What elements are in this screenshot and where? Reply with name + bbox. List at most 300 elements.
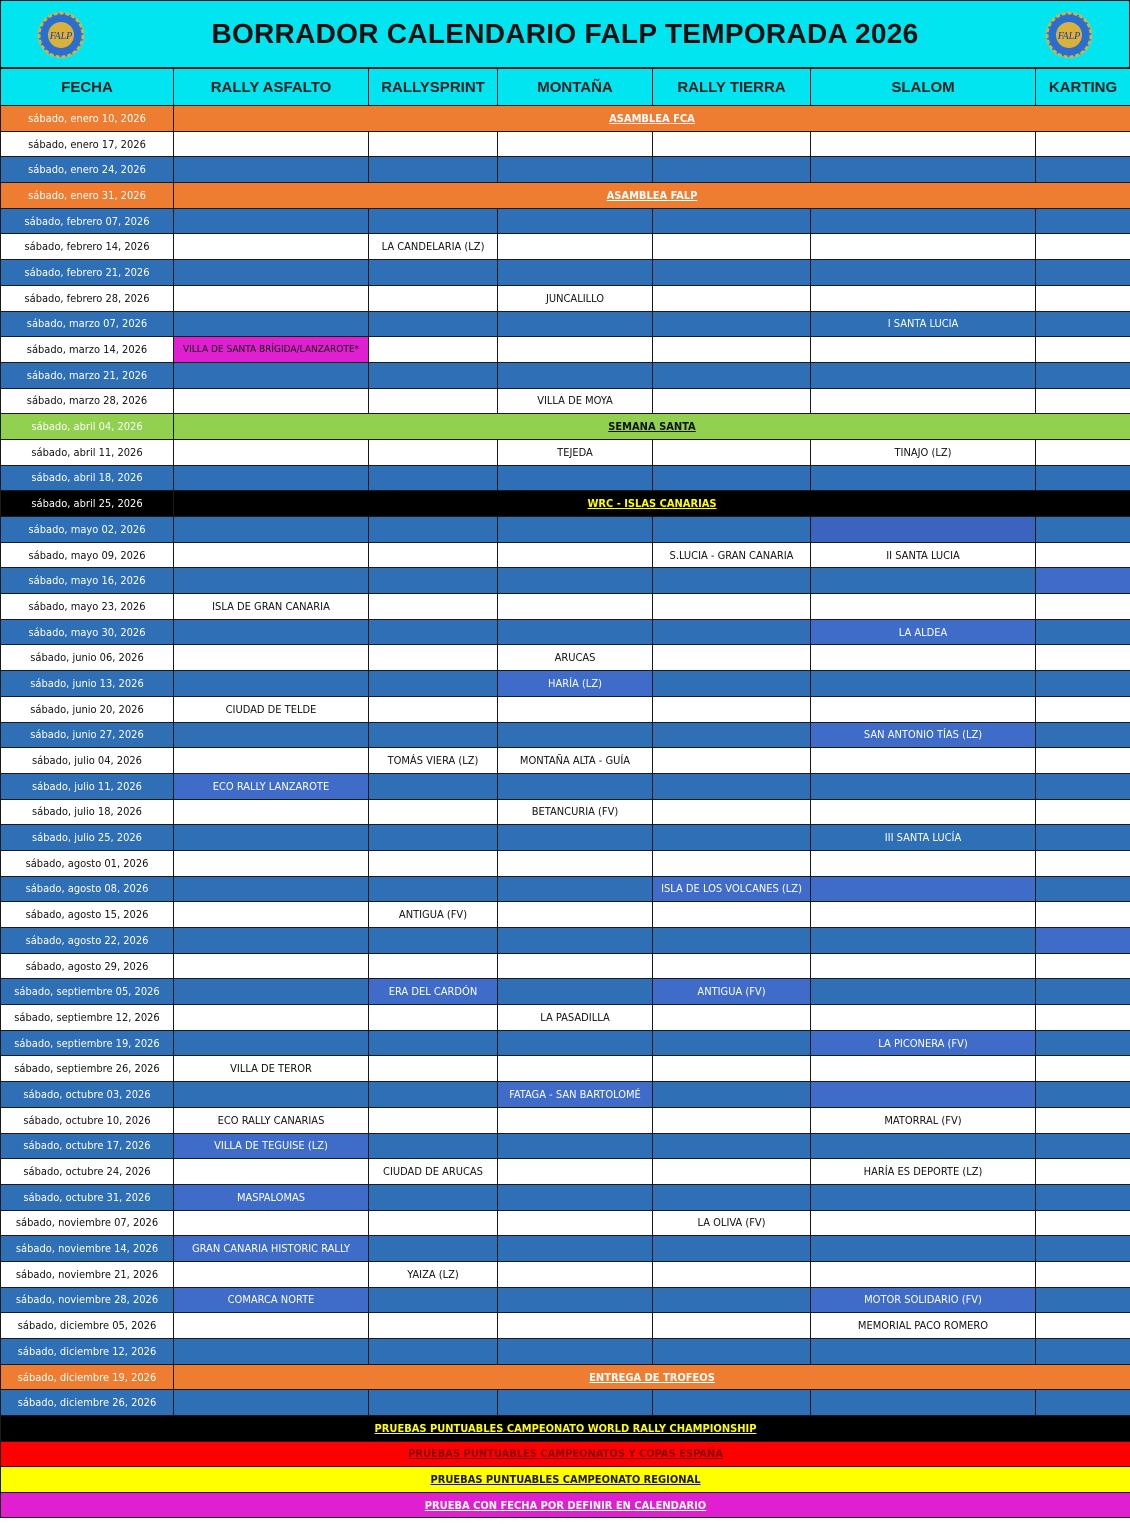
event-cell xyxy=(369,1056,498,1082)
calendar-row xyxy=(1,1236,1130,1262)
date-cell: sábado, enero 24, 2026 xyxy=(1,157,174,183)
event-cell xyxy=(811,1236,1036,1262)
calendar-row xyxy=(1,1364,1130,1390)
event-cell: CIUDAD DE ARUCAS xyxy=(369,1159,498,1185)
event-cell xyxy=(811,465,1036,491)
event-cell xyxy=(1036,1184,1130,1210)
calendar-row xyxy=(1,645,1130,671)
event-cell xyxy=(498,1339,653,1365)
date-cell: sábado, marzo 21, 2026 xyxy=(1,362,174,388)
event-cell xyxy=(1036,1005,1130,1031)
event-cell xyxy=(174,953,369,979)
event-cell xyxy=(653,1005,811,1031)
event-cell: VILLA DE TEGUISE (LZ) xyxy=(174,1133,369,1159)
event-cell xyxy=(498,1287,653,1313)
calendar-row xyxy=(1,1133,1130,1159)
event-cell xyxy=(1036,1261,1130,1287)
event-cell xyxy=(174,979,369,1005)
event-cell xyxy=(1036,1056,1130,1082)
event-cell xyxy=(174,568,369,594)
event-cell xyxy=(653,722,811,748)
event-cell xyxy=(498,825,653,851)
event-cell: BETANCURIA (FV) xyxy=(498,799,653,825)
event-cell xyxy=(1036,1313,1130,1339)
event-cell xyxy=(811,799,1036,825)
event-cell: TOMÁS VIERA (LZ) xyxy=(369,748,498,774)
event-cell: ANTIGUA (FV) xyxy=(653,979,811,1005)
event-cell xyxy=(653,362,811,388)
date-cell: sábado, abril 11, 2026 xyxy=(1,439,174,465)
event-cell xyxy=(653,1107,811,1133)
date-cell: sábado, noviembre 07, 2026 xyxy=(1,1210,174,1236)
event-cell xyxy=(498,1030,653,1056)
calendar-row xyxy=(1,1184,1130,1210)
event-banner: ASAMBLEA FCA xyxy=(174,106,1130,132)
legend-text: PRUEBAS PUNTUABLES CAMPEONATO WORLD RALLY CHAMPIONSHIP xyxy=(1,1416,1130,1442)
event-banner: SEMANA SANTA xyxy=(174,414,1130,440)
event-cell xyxy=(174,1005,369,1031)
event-cell xyxy=(653,1287,811,1313)
event-cell xyxy=(1036,1390,1130,1416)
event-cell xyxy=(498,1236,653,1262)
date-cell: sábado, julio 04, 2026 xyxy=(1,748,174,774)
event-cell xyxy=(498,619,653,645)
calendar-row xyxy=(1,439,1130,465)
event-cell xyxy=(174,825,369,851)
event-cell: FATAGA - SAN BARTOLOMÉ xyxy=(498,1082,653,1108)
page-header xyxy=(0,0,1130,68)
event-cell xyxy=(174,1390,369,1416)
event-cell xyxy=(1036,696,1130,722)
calendar-row xyxy=(1,183,1130,209)
calendar-row xyxy=(1,337,1130,363)
calendar-row xyxy=(1,1030,1130,1056)
legend-row xyxy=(1,1467,1130,1493)
event-cell xyxy=(174,722,369,748)
event-cell xyxy=(1036,157,1130,183)
event-cell xyxy=(1036,542,1130,568)
event-cell: MEMORIAL PACO ROMERO xyxy=(811,1313,1036,1339)
calendar-row xyxy=(1,594,1130,620)
event-cell xyxy=(1036,1339,1130,1365)
event-cell xyxy=(1036,902,1130,928)
event-cell xyxy=(653,619,811,645)
calendar-row xyxy=(1,285,1130,311)
event-cell xyxy=(498,311,653,337)
event-cell xyxy=(1036,465,1130,491)
event-cell xyxy=(1036,1287,1130,1313)
event-cell xyxy=(653,1236,811,1262)
event-cell xyxy=(369,260,498,286)
event-cell xyxy=(174,902,369,928)
date-cell: sábado, agosto 01, 2026 xyxy=(1,850,174,876)
calendar-body xyxy=(1,106,1130,1416)
event-cell xyxy=(498,1184,653,1210)
event-cell xyxy=(174,876,369,902)
event-cell xyxy=(369,594,498,620)
event-cell xyxy=(653,850,811,876)
calendar-row xyxy=(1,799,1130,825)
event-cell xyxy=(653,928,811,954)
event-cell: LA PICONERA (FV) xyxy=(811,1030,1036,1056)
event-cell xyxy=(369,285,498,311)
calendar-row xyxy=(1,1159,1130,1185)
calendar-row xyxy=(1,1339,1130,1365)
event-cell xyxy=(174,850,369,876)
event-cell xyxy=(174,234,369,260)
event-cell xyxy=(811,696,1036,722)
date-cell: sábado, junio 13, 2026 xyxy=(1,671,174,697)
event-cell xyxy=(369,928,498,954)
column-header-row xyxy=(1,69,1130,106)
event-cell: MONTAÑA ALTA - GUÍA xyxy=(498,748,653,774)
event-cell xyxy=(1036,722,1130,748)
event-cell xyxy=(1036,337,1130,363)
event-cell: ISLA DE GRAN CANARIA xyxy=(174,594,369,620)
date-cell: sábado, octubre 24, 2026 xyxy=(1,1159,174,1185)
calendar-row xyxy=(1,902,1130,928)
event-cell xyxy=(811,337,1036,363)
event-cell xyxy=(653,260,811,286)
event-cell xyxy=(498,696,653,722)
calendar-table xyxy=(0,68,1130,1518)
event-cell xyxy=(1036,208,1130,234)
event-cell xyxy=(811,285,1036,311)
event-cell xyxy=(369,311,498,337)
event-cell xyxy=(174,928,369,954)
event-cell xyxy=(653,439,811,465)
event-cell xyxy=(653,773,811,799)
event-cell xyxy=(174,465,369,491)
event-cell xyxy=(174,208,369,234)
event-cell xyxy=(498,979,653,1005)
event-cell xyxy=(653,208,811,234)
event-cell xyxy=(498,928,653,954)
legend-row xyxy=(1,1492,1130,1518)
event-cell xyxy=(653,568,811,594)
event-cell xyxy=(653,1390,811,1416)
event-cell xyxy=(1036,1082,1130,1108)
date-cell: sábado, julio 25, 2026 xyxy=(1,825,174,851)
calendar-row xyxy=(1,1107,1130,1133)
event-cell xyxy=(653,285,811,311)
event-cell: ECO RALLY CANARIAS xyxy=(174,1107,369,1133)
legend-row xyxy=(1,1416,1130,1442)
event-cell xyxy=(1036,1236,1130,1262)
event-cell xyxy=(653,671,811,697)
event-cell xyxy=(369,1339,498,1365)
event-cell xyxy=(498,208,653,234)
calendar-row xyxy=(1,748,1130,774)
date-cell: sábado, febrero 21, 2026 xyxy=(1,260,174,286)
calendar-row xyxy=(1,979,1130,1005)
event-cell: ERA DEL CARDÓN xyxy=(369,979,498,1005)
event-cell xyxy=(369,876,498,902)
event-cell xyxy=(653,953,811,979)
calendar-row xyxy=(1,465,1130,491)
date-cell: sábado, noviembre 28, 2026 xyxy=(1,1287,174,1313)
event-cell xyxy=(174,1082,369,1108)
event-cell xyxy=(1036,285,1130,311)
event-cell xyxy=(498,1313,653,1339)
event-cell xyxy=(369,722,498,748)
date-cell: sábado, mayo 16, 2026 xyxy=(1,568,174,594)
event-cell xyxy=(653,1184,811,1210)
event-cell xyxy=(498,953,653,979)
event-cell xyxy=(498,876,653,902)
event-cell xyxy=(653,799,811,825)
event-cell xyxy=(498,1133,653,1159)
event-cell xyxy=(369,1005,498,1031)
date-cell: sábado, noviembre 14, 2026 xyxy=(1,1236,174,1262)
date-cell: sábado, diciembre 12, 2026 xyxy=(1,1339,174,1365)
date-cell: sábado, mayo 23, 2026 xyxy=(1,594,174,620)
event-cell xyxy=(653,1159,811,1185)
event-cell xyxy=(811,953,1036,979)
event-cell: TEJEDA xyxy=(498,439,653,465)
column-header: RALLY TIERRA xyxy=(653,69,811,106)
event-cell xyxy=(653,1056,811,1082)
event-cell xyxy=(1036,1210,1130,1236)
event-cell xyxy=(369,1082,498,1108)
calendar-row xyxy=(1,157,1130,183)
event-cell xyxy=(498,1210,653,1236)
date-cell: sábado, julio 18, 2026 xyxy=(1,799,174,825)
calendar-row xyxy=(1,234,1130,260)
calendar-row xyxy=(1,1082,1130,1108)
event-cell xyxy=(1036,825,1130,851)
event-cell xyxy=(498,1261,653,1287)
event-cell xyxy=(811,876,1036,902)
event-cell xyxy=(1036,1107,1130,1133)
event-cell xyxy=(1036,568,1130,594)
date-cell: sábado, octubre 03, 2026 xyxy=(1,1082,174,1108)
event-cell xyxy=(811,1056,1036,1082)
event-cell xyxy=(653,157,811,183)
event-cell xyxy=(369,542,498,568)
event-cell xyxy=(498,1107,653,1133)
event-cell xyxy=(498,594,653,620)
event-cell xyxy=(498,362,653,388)
event-cell xyxy=(498,131,653,157)
event-cell xyxy=(1036,439,1130,465)
event-cell xyxy=(1036,928,1130,954)
event-cell xyxy=(653,517,811,543)
event-cell xyxy=(498,902,653,928)
event-cell xyxy=(498,517,653,543)
event-cell xyxy=(369,337,498,363)
event-cell xyxy=(1036,645,1130,671)
date-cell: sábado, diciembre 05, 2026 xyxy=(1,1313,174,1339)
event-cell xyxy=(174,619,369,645)
svg-text:FALP: FALP xyxy=(1057,31,1081,42)
event-cell xyxy=(369,696,498,722)
date-cell: sábado, marzo 07, 2026 xyxy=(1,311,174,337)
calendar-row xyxy=(1,568,1130,594)
event-cell xyxy=(369,825,498,851)
event-cell xyxy=(498,1056,653,1082)
event-cell xyxy=(653,594,811,620)
date-cell: sábado, abril 25, 2026 xyxy=(1,491,174,517)
event-cell xyxy=(811,1261,1036,1287)
event-cell xyxy=(369,388,498,414)
event-cell xyxy=(174,362,369,388)
event-cell xyxy=(1036,594,1130,620)
calendar-row xyxy=(1,928,1130,954)
event-cell xyxy=(174,157,369,183)
event-cell xyxy=(653,1339,811,1365)
event-cell xyxy=(1036,748,1130,774)
calendar-row xyxy=(1,773,1130,799)
svg-text:FALP: FALP xyxy=(49,31,73,42)
event-cell: ARUCAS xyxy=(498,645,653,671)
event-cell xyxy=(811,902,1036,928)
event-cell xyxy=(811,979,1036,1005)
event-cell xyxy=(369,439,498,465)
event-cell xyxy=(1036,799,1130,825)
event-cell xyxy=(174,1210,369,1236)
event-cell: GRAN CANARIA HISTORIC RALLY xyxy=(174,1236,369,1262)
event-cell xyxy=(811,773,1036,799)
date-cell: sábado, noviembre 21, 2026 xyxy=(1,1261,174,1287)
event-cell xyxy=(498,234,653,260)
event-cell xyxy=(653,388,811,414)
event-cell xyxy=(811,671,1036,697)
event-cell xyxy=(369,1390,498,1416)
event-cell xyxy=(174,799,369,825)
event-cell xyxy=(653,1261,811,1287)
column-header: KARTING xyxy=(1036,69,1130,106)
date-cell: sábado, junio 20, 2026 xyxy=(1,696,174,722)
event-cell xyxy=(653,131,811,157)
event-cell xyxy=(498,260,653,286)
event-cell xyxy=(1036,876,1130,902)
date-cell: sábado, agosto 22, 2026 xyxy=(1,928,174,954)
event-cell xyxy=(811,1339,1036,1365)
event-cell: COMARCA NORTE xyxy=(174,1287,369,1313)
event-cell xyxy=(811,362,1036,388)
date-cell: sábado, octubre 17, 2026 xyxy=(1,1133,174,1159)
event-cell xyxy=(498,157,653,183)
calendar-row xyxy=(1,517,1130,543)
event-cell xyxy=(174,311,369,337)
event-cell xyxy=(811,157,1036,183)
event-cell xyxy=(369,1313,498,1339)
date-cell: sábado, enero 31, 2026 xyxy=(1,183,174,209)
event-cell xyxy=(811,568,1036,594)
event-cell xyxy=(811,748,1036,774)
event-cell: LA ALDEA xyxy=(811,619,1036,645)
event-cell xyxy=(811,517,1036,543)
event-cell xyxy=(811,260,1036,286)
event-cell: S.LUCIA - GRAN CANARIA xyxy=(653,542,811,568)
column-header: FECHA xyxy=(1,69,174,106)
event-cell xyxy=(811,1082,1036,1108)
event-cell xyxy=(498,850,653,876)
event-cell xyxy=(369,157,498,183)
column-header: SLALOM xyxy=(811,69,1036,106)
event-cell: MASPALOMAS xyxy=(174,1184,369,1210)
date-cell: sábado, junio 27, 2026 xyxy=(1,722,174,748)
event-cell xyxy=(811,850,1036,876)
event-cell xyxy=(174,388,369,414)
event-cell xyxy=(369,619,498,645)
event-cell xyxy=(174,517,369,543)
calendar-row xyxy=(1,1261,1130,1287)
event-cell xyxy=(174,1030,369,1056)
calendar-row xyxy=(1,1287,1130,1313)
event-cell xyxy=(653,1133,811,1159)
event-cell xyxy=(653,748,811,774)
event-banner: ASAMBLEA FALP xyxy=(174,183,1130,209)
event-cell xyxy=(811,1184,1036,1210)
event-cell xyxy=(653,825,811,851)
event-cell xyxy=(369,465,498,491)
date-cell: sábado, febrero 28, 2026 xyxy=(1,285,174,311)
calendar-row xyxy=(1,1390,1130,1416)
event-cell xyxy=(369,1287,498,1313)
legend-text: PRUEBA CON FECHA POR DEFINIR EN CALENDARIO xyxy=(1,1492,1130,1518)
event-cell xyxy=(369,953,498,979)
event-cell xyxy=(1036,517,1130,543)
event-cell xyxy=(498,337,653,363)
calendar-row xyxy=(1,1210,1130,1236)
date-cell: sábado, abril 18, 2026 xyxy=(1,465,174,491)
date-cell: sábado, diciembre 26, 2026 xyxy=(1,1390,174,1416)
date-cell: sábado, febrero 14, 2026 xyxy=(1,234,174,260)
date-cell: sábado, mayo 30, 2026 xyxy=(1,619,174,645)
event-cell xyxy=(369,671,498,697)
event-cell xyxy=(653,311,811,337)
event-cell: MATORRAL (FV) xyxy=(811,1107,1036,1133)
date-cell: sábado, septiembre 26, 2026 xyxy=(1,1056,174,1082)
calendar-row xyxy=(1,1056,1130,1082)
event-cell xyxy=(653,696,811,722)
event-cell xyxy=(369,1184,498,1210)
event-banner: ENTREGA DE TROFEOS xyxy=(174,1364,1130,1390)
column-header: RALLY ASFALTO xyxy=(174,69,369,106)
event-cell xyxy=(369,1030,498,1056)
calendar-row xyxy=(1,850,1130,876)
calendar-row xyxy=(1,260,1130,286)
event-cell: LA PASADILLA xyxy=(498,1005,653,1031)
event-cell: MOTOR SOLIDARIO (FV) xyxy=(811,1287,1036,1313)
event-cell xyxy=(1036,311,1130,337)
event-cell xyxy=(1036,1030,1130,1056)
event-cell xyxy=(369,799,498,825)
event-cell xyxy=(1036,671,1130,697)
date-cell: sábado, mayo 09, 2026 xyxy=(1,542,174,568)
calendar-row xyxy=(1,491,1130,517)
event-cell xyxy=(1036,1133,1130,1159)
event-cell: LA OLIVA (FV) xyxy=(653,1210,811,1236)
event-cell xyxy=(369,1210,498,1236)
event-cell xyxy=(1036,953,1130,979)
calendar-row xyxy=(1,311,1130,337)
date-cell: sábado, agosto 15, 2026 xyxy=(1,902,174,928)
calendar-row xyxy=(1,106,1130,132)
date-cell: sábado, abril 04, 2026 xyxy=(1,414,174,440)
calendar-row xyxy=(1,619,1130,645)
date-cell: sábado, septiembre 05, 2026 xyxy=(1,979,174,1005)
date-cell: sábado, junio 06, 2026 xyxy=(1,645,174,671)
event-cell: VILLA DE MOYA xyxy=(498,388,653,414)
event-cell: ISLA DE LOS VOLCANES (LZ) xyxy=(653,876,811,902)
date-cell: sábado, mayo 02, 2026 xyxy=(1,517,174,543)
event-cell xyxy=(811,594,1036,620)
event-cell xyxy=(1036,773,1130,799)
calendar-row xyxy=(1,696,1130,722)
